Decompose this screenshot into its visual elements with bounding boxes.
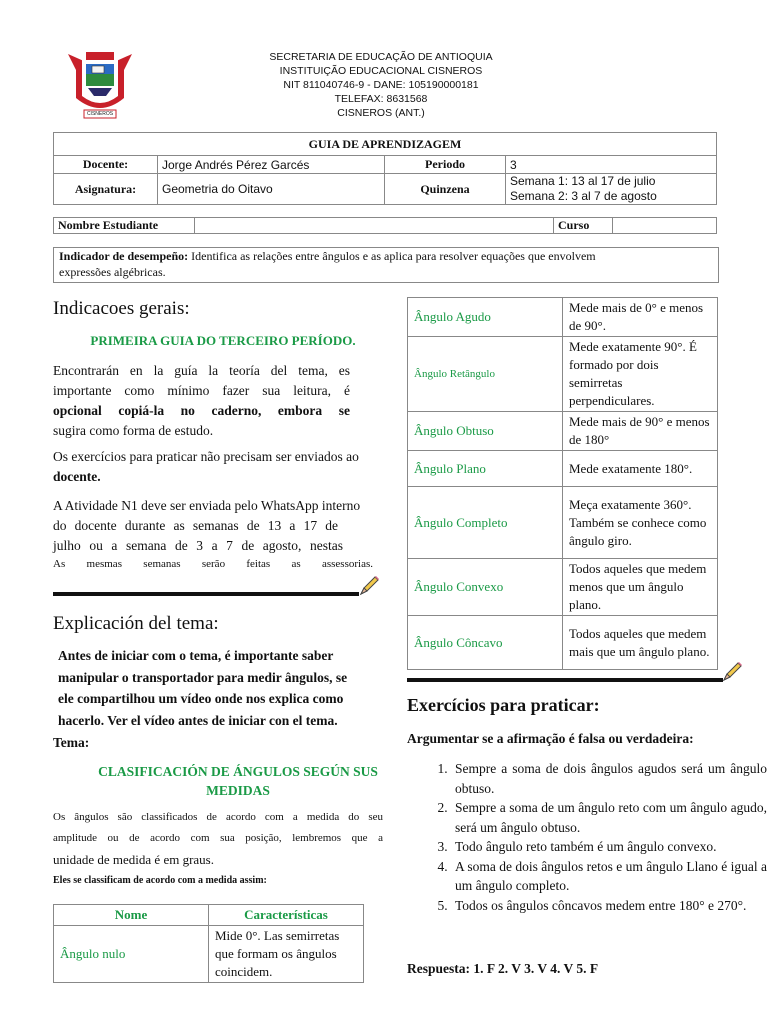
p3-line3: julho ou a semana de 3 a 7 de agosto, nestas <box>53 538 343 553</box>
logo-caption: CISNEROS <box>86 111 114 117</box>
angle-desc-nulo: Mide 0°. Las semirretas que formam os ângulos coincidem. <box>209 926 364 983</box>
angle-types-table <box>407 297 718 670</box>
guide-info-table <box>53 132 717 205</box>
p1-line2: importante como mínimo fazer sua leitura, é <box>53 383 350 398</box>
indicacoes-paragraph-2 <box>53 447 383 487</box>
indicator-text-line2: expressões algébricas. <box>59 265 166 279</box>
angle-name: Ângulo Plano <box>408 451 563 487</box>
angle-desc: Mede mais de 0° e menos de 90°. <box>563 298 718 337</box>
nombre-estudiante-field[interactable] <box>195 218 554 234</box>
periodo-value: 3 <box>506 156 717 174</box>
table-row <box>408 337 718 412</box>
school-crest-logo <box>66 48 134 120</box>
angle-desc: Mede mais de 90° e menos de 180° <box>563 412 718 451</box>
p3-line1: A Atividade N1 deve ser enviada pelo WhatsApp interno <box>53 498 361 513</box>
tema-title <box>53 762 423 800</box>
angle-name: Ângulo Convexo <box>408 559 563 616</box>
intro-line2: manipular o transportador para medir ângulos, se <box>58 669 348 685</box>
intro-line3: ele compartilhou um vídeo onde nos explica como <box>58 691 344 706</box>
tema-title-line1: CLASIFICACIÓN DE ÁNGULOS SEGÚN SUS <box>98 764 378 779</box>
guide-title: GUIA DE APRENDIZAGEM <box>54 133 717 156</box>
list-item: 5. Todos os ângulos côncavos medem entre 180° e 270°. <box>451 896 767 916</box>
header-line-secretaria: SECRETARIA DE EDUCAÇÃO DE ANTIOQUIA <box>269 51 493 63</box>
indicacoes-subtitle: PRIMEIRA GUIA DO TERCEIRO PERÍODO. <box>90 333 356 348</box>
table-row <box>408 298 718 337</box>
p1-line3: opcional copiá-la no caderno, embora se <box>53 403 350 418</box>
body-line2: amplitude ou de acordo com sua posição, lembremos que a <box>53 832 383 844</box>
p2-line1: Os exercícios para praticar não precisam ser enviados ao <box>53 449 359 464</box>
tema-title-line2: MEDIDAS <box>206 783 270 798</box>
periodo-label: Periodo <box>385 156 506 174</box>
pencil-icon <box>721 661 743 683</box>
names-header-nome: Nome <box>54 905 209 926</box>
angle-null-table <box>53 904 364 983</box>
semana-1: Semana 1: 13 al 17 de julio <box>510 174 656 188</box>
angle-desc: Mede exatamente 90°. É formado por dois semirretas perpendiculares. <box>563 337 718 412</box>
tema-body <box>53 807 383 870</box>
angle-desc: Todos aqueles que medem mais que um ângulo plano. <box>563 616 718 670</box>
angle-name: Ângulo Retângulo <box>408 337 563 412</box>
explicacion-title: Explicación del tema: <box>53 613 219 634</box>
list-item: 4. A soma de dois ângulos retos e um ângulo Llano é igual a um ângulo completo. <box>451 857 767 896</box>
indicator-label: Indicador de desempeño: <box>59 249 189 263</box>
names-header-caracteristicas: Características <box>209 905 364 926</box>
angle-name: Ângulo Obtuso <box>408 412 563 451</box>
curso-field[interactable] <box>613 218 717 234</box>
docente-label: Docente: <box>54 156 158 174</box>
indicacoes-paragraph-1 <box>53 361 350 441</box>
performance-indicator <box>53 247 719 283</box>
angle-name-nulo: Ângulo nulo <box>54 926 209 983</box>
body-line3: unidade de medida é em graus. <box>53 852 214 867</box>
pencil-icon <box>358 575 380 597</box>
table-row <box>408 487 718 559</box>
exercise-list <box>407 759 767 915</box>
curso-label: Curso <box>554 218 613 234</box>
body-line1: Os ângulos são classificados de acordo com a medida do seu <box>53 811 383 823</box>
quinzena-label: Quinzena <box>385 174 506 205</box>
indicacoes-title: Indicacoes gerais: <box>53 298 190 319</box>
explicacion-intro <box>58 645 368 731</box>
intro-line1: Antes de iniciar com o tema, é importante saber <box>58 648 334 663</box>
p1-line4: sugira como forma de estudo. <box>53 423 214 438</box>
indicator-text-line1: Identifica as relações entre ângulos e as aplica para resolver equações que envolvem <box>191 249 596 263</box>
table-row <box>408 616 718 670</box>
p3-line2: do docente durante as semanas de 13 a 17 de <box>53 518 338 533</box>
header-line-telefax: TELEFAX: 8631568 <box>334 93 428 105</box>
list-item: 2. Sempre a soma de um ângulo reto com um ângulo agudo, será um ângulo obtuso. <box>451 798 767 837</box>
section-divider-right <box>407 678 723 682</box>
tema-label: Tema: <box>53 735 90 750</box>
header-line-institution: INSTITUIÇÃO EDUCACIONAL CISNEROS <box>279 65 483 77</box>
p2-line2: docente. <box>53 469 101 484</box>
student-info-table <box>53 217 717 234</box>
angle-name: Ângulo Agudo <box>408 298 563 337</box>
institution-header <box>250 50 512 120</box>
table-row <box>408 451 718 487</box>
angle-name: Ângulo Completo <box>408 487 563 559</box>
angle-desc: Meça exatamente 360°. Também se conhece como ângulo giro. <box>563 487 718 559</box>
nombre-estudiante-label: Nombre Estudiante <box>54 218 195 234</box>
angle-desc: Mede exatamente 180°. <box>563 451 718 487</box>
list-item: 3. Todo ângulo reto também é um ângulo convexo. <box>451 837 767 857</box>
semana-2: Semana 2: 3 al 7 de agosto <box>510 189 657 203</box>
exercicios-title: Exercícios para praticar: <box>407 695 600 715</box>
list-item: 1. Sempre a soma de dois ângulos agudos será um ângulo obtuso. <box>451 759 767 798</box>
p1-line1: Encontrarán en la guía la teoría del tema, es <box>53 363 350 378</box>
header-line-nit: NIT 811040746-9 - DANE: 105190000181 <box>283 79 479 91</box>
angle-name: Ângulo Côncavo <box>408 616 563 670</box>
p3-line4: As mesmas semanas serão feitas as assessorias. <box>53 558 373 570</box>
docente-value: Jorge Andrés Pérez Garcés <box>158 156 385 174</box>
asignatura-value: Geometria do Oitavo <box>158 174 385 205</box>
classify-note: Eles se classificam de acordo com a medida assim: <box>53 875 267 886</box>
angle-desc: Todos aqueles que medem menos que um ângulo plano. <box>563 559 718 616</box>
table-row <box>408 412 718 451</box>
section-divider-left <box>53 592 359 596</box>
answer-key: Respuesta: 1. F 2. V 3. V 4. V 5. F <box>407 961 599 976</box>
intro-line4: hacerlo. Ver el vídeo antes de iniciar con el tema. <box>58 712 338 728</box>
asignatura-label: Asignatura: <box>54 174 158 205</box>
indicacoes-paragraph-3 <box>53 496 373 572</box>
header-line-city: CISNEROS (ANT.) <box>337 107 425 119</box>
table-row <box>408 559 718 616</box>
quinzena-value <box>506 174 717 205</box>
exercicios-instruction: Argumentar se a afirmação é falsa ou verdadeira: <box>407 731 694 746</box>
